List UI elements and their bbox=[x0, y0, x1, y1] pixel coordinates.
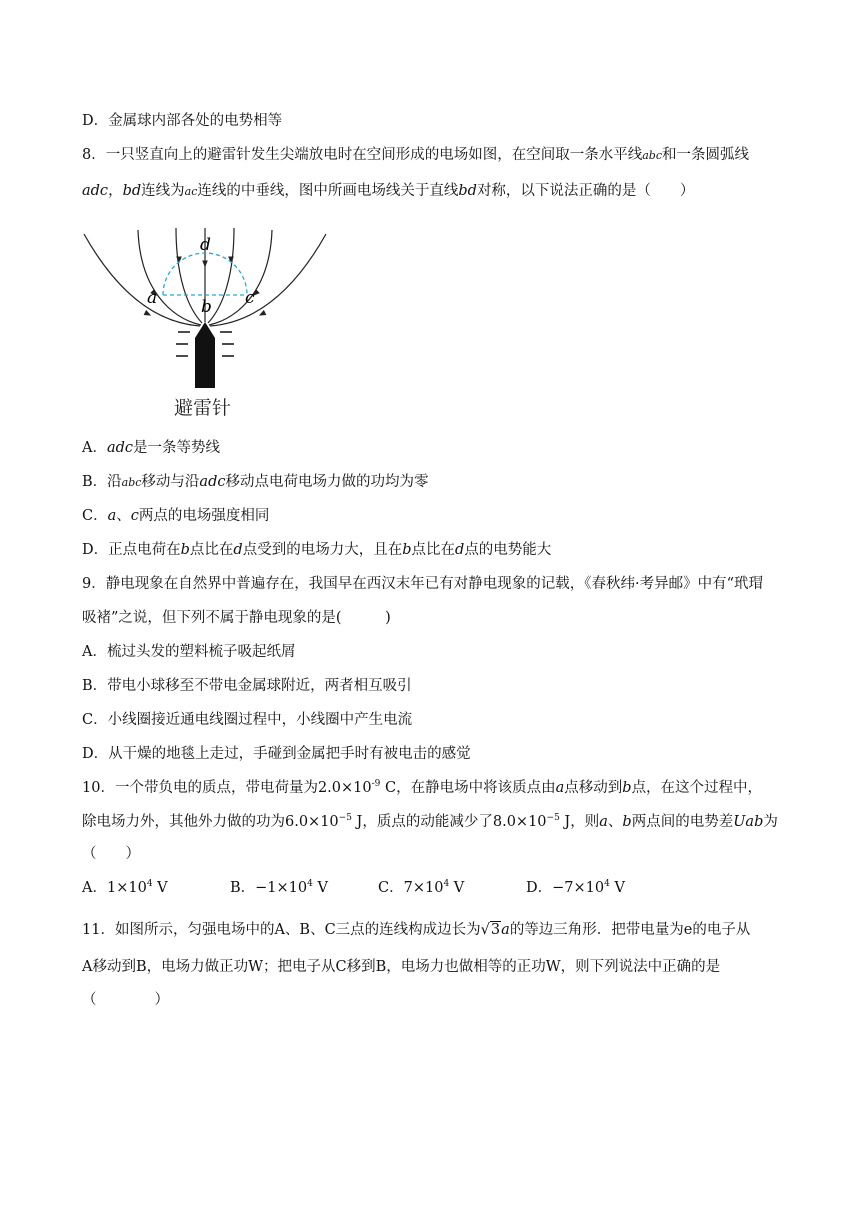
q9-option-a: A．梳过头发的塑料梳子吸起纸屑 bbox=[82, 644, 296, 660]
arrow-icon bbox=[146, 313, 148, 314]
q10-answer-blank: （ ） bbox=[82, 846, 140, 862]
label-c: c bbox=[245, 288, 255, 308]
field-line-outer-left bbox=[84, 234, 200, 326]
field-line-right-2 bbox=[209, 230, 272, 325]
field-line-right-3 bbox=[208, 228, 234, 323]
field-line-left-3 bbox=[176, 228, 202, 323]
label-d: d bbox=[200, 235, 211, 255]
arrow-icon bbox=[256, 292, 258, 294]
q8-stem-line1: 8．一只竖直向上的避雷针发生尖端放电时在空间形成的电场如图，在空间取一条水平线abc和一条圆弧线 bbox=[82, 147, 749, 163]
q10-stem-line1: 10．一个带负电的质点，带电荷量为$2.0\times 10^{-9}$ C，在静电场中将该质点由a点移动到b点，在这个过程中， bbox=[82, 779, 763, 796]
q10-option-d: D．$-7\times 10^4$ V bbox=[526, 879, 625, 896]
q9-stem-line2: 吸褚”之说，但下列不属于静电现象的是( ) bbox=[82, 610, 391, 626]
q10-option-c: C．$7\times 10^4$ V bbox=[378, 879, 465, 896]
lightning-rod-field-figure bbox=[80, 228, 330, 422]
label-a: a bbox=[147, 288, 158, 308]
q8-stem-line2: adc，bd连线为ac连线的中垂线，图中所画电场线关于直线bd对称，以下说法正确的是（ ） bbox=[82, 183, 695, 199]
q10-stem-line2: 除电场力外，其他外力做的功为$6.0\times 10^{-5}$ J，质点的动能减少了$8.0\times 10^{-5}$ J，则a、b两点间的电势差Uab为 bbox=[82, 813, 778, 830]
q8-option-d: D．正点电荷在b点比在d点受到的电场力大，且在b点比在d点的电势能大 bbox=[82, 542, 552, 558]
q9-stem-line1: 9．静电现象在自然界中普遍存在，我国早在西汉末年已有对静电现象的记载，《春秋纬·考异邮》中有“玳瑁 bbox=[82, 576, 763, 592]
q9-option-c: C．小线圈接近通电线圈过程中，小线圈中产生电流 bbox=[82, 712, 413, 728]
figure-caption: 避雷针 bbox=[174, 397, 232, 419]
q8-option-a: A．adc是一条等势线 bbox=[82, 440, 221, 456]
q8-option-b: B．沿abc移动与沿adc移动点电荷电场力做的功均为零 bbox=[82, 474, 429, 490]
arrow-icon bbox=[262, 313, 264, 314]
field-line-left-2 bbox=[138, 230, 201, 325]
q11-answer-blank: （ ） bbox=[82, 992, 169, 1008]
q10-option-b: B．$-1\times 10^4$ V bbox=[230, 879, 328, 896]
lightning-rod bbox=[195, 322, 215, 388]
q7-option-d: D．金属球内部各处的电势相等 bbox=[82, 113, 283, 129]
field-line-outer-right bbox=[210, 234, 326, 326]
q9-option-b: B．带电小球移至不带电金属球附近，两者相互吸引 bbox=[82, 678, 412, 694]
q9-option-d: D．从干燥的地毯上走过，手碰到金属把手时有被电击的感觉 bbox=[82, 746, 471, 762]
q8-option-c: C．a、c两点的电场强度相同 bbox=[82, 508, 270, 524]
q11-stem-line1: 11．如图所示，匀强电场中的A、B、C三点的连线构成边长为√3a的等边三角形．把带电量为e的电子从 bbox=[82, 922, 751, 938]
sqrt-expression: √3 bbox=[480, 922, 501, 938]
label-b: b bbox=[201, 297, 212, 317]
q10-option-a: A．$1\times 10^4$ V bbox=[82, 879, 168, 896]
q11-stem-line2: A移动到B，电场力做正功W；把电子从C移到B，电场力也做相等的正功W，则下列说法中正确的是 bbox=[82, 959, 721, 975]
